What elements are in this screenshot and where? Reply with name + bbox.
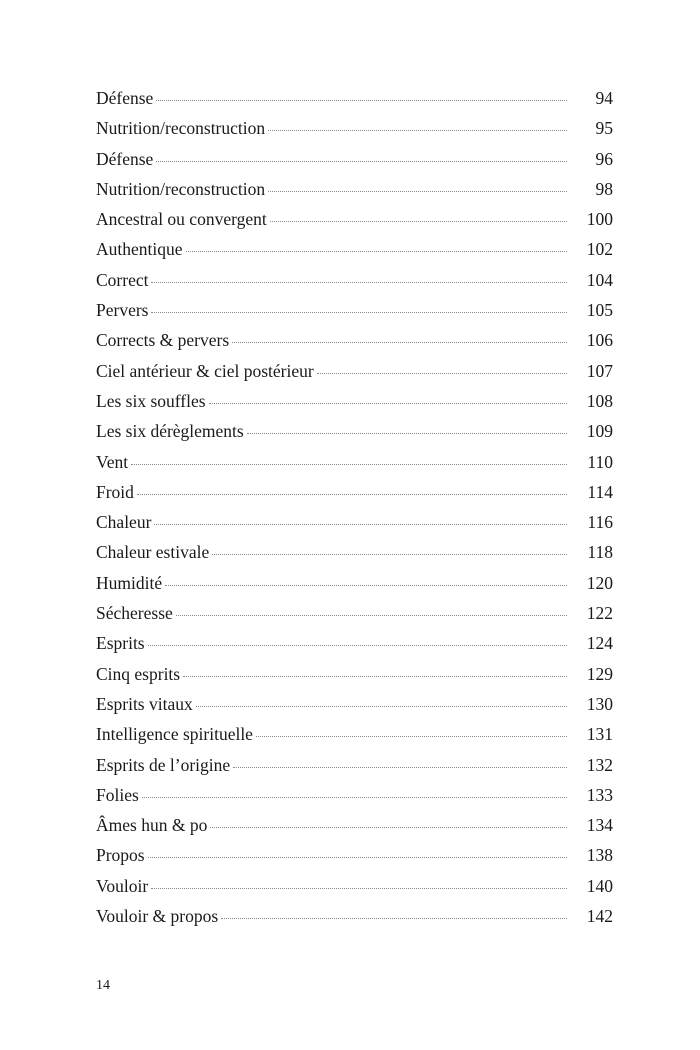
toc-entry (96, 356, 613, 386)
toc-entry-page: 118 (587, 542, 613, 563)
toc-entry (96, 750, 613, 780)
toc-entry (96, 174, 613, 204)
toc-entry-title: Âmes hun & po (96, 815, 208, 836)
toc-entry-page: 120 (586, 572, 613, 593)
toc-entry-title: Humidité (96, 572, 163, 593)
toc-entry-page: 129 (586, 663, 613, 684)
toc-entry-title: Esprits (96, 633, 145, 654)
toc-entry-title: Nutrition/reconstruction (96, 178, 266, 199)
toc-entry-title: Nutrition/reconstruction (96, 118, 266, 139)
dot-leader (186, 251, 567, 252)
toc-entry-page: 131 (586, 724, 613, 745)
toc-entry-page: 104 (586, 269, 613, 290)
toc-entry-title: Ancestral ou convergent (96, 209, 267, 230)
toc-entry-page: 133 (586, 784, 613, 805)
toc-entry-title: Authentique (96, 239, 183, 260)
toc-entry-page: 94 (595, 88, 613, 108)
dot-leader (154, 524, 567, 525)
dot-leader (151, 282, 567, 283)
dot-leader (212, 554, 567, 555)
dot-leader (142, 797, 567, 798)
dot-leader (156, 161, 567, 162)
toc-entry-title: Les six souffles (96, 390, 206, 411)
toc-entry-page: 114 (587, 481, 613, 502)
dot-leader (183, 676, 567, 677)
toc-entry-page: 98 (595, 178, 613, 199)
toc-entry-page: 96 (595, 148, 613, 169)
toc-entry-title: Vouloir & propos (96, 906, 219, 927)
toc-entry-title: Propos (96, 845, 145, 866)
toc-entry-title: Défense (96, 148, 154, 169)
toc-entry-page: 109 (586, 421, 613, 442)
toc-entry (96, 386, 613, 416)
dot-leader (232, 342, 567, 343)
toc-entry-page: 138 (586, 845, 613, 866)
toc-entry-page: 134 (586, 815, 613, 836)
toc-entry-page: 132 (586, 754, 613, 775)
toc-entry-title: Esprits vitaux (96, 693, 193, 714)
toc-entry-title: Pervers (96, 300, 149, 321)
toc-entry-title: Les six dérèglements (96, 421, 244, 442)
dot-leader (148, 645, 567, 646)
toc-entry-title: Intelligence spirituelle (96, 724, 253, 745)
toc-entry (96, 568, 613, 598)
dot-leader (151, 312, 567, 313)
toc-entry (96, 204, 613, 234)
toc-entry-page: 116 (587, 512, 613, 533)
dot-leader (247, 433, 567, 434)
toc-entry-page: 140 (586, 875, 613, 896)
toc-entry-page: 106 (586, 330, 613, 351)
toc-entry-title: Chaleur estivale (96, 542, 210, 563)
dot-leader (151, 888, 567, 889)
dot-leader (270, 221, 567, 222)
page-number: 14 (96, 978, 110, 993)
dot-leader (176, 615, 567, 616)
toc-entry (96, 810, 613, 840)
dot-leader (165, 585, 567, 586)
dot-leader (156, 100, 567, 101)
table-of-contents (96, 83, 613, 931)
toc-entry-page: 105 (586, 300, 613, 321)
toc-entry (96, 901, 613, 931)
toc-entry (96, 628, 613, 658)
toc-entry (96, 325, 613, 355)
toc-entry (96, 416, 613, 446)
dot-leader (256, 736, 567, 737)
toc-entry-title: Cinq esprits (96, 663, 181, 684)
toc-entry-page: 110 (587, 451, 613, 472)
toc-entry-title: Correct (96, 269, 149, 290)
toc-entry (96, 689, 613, 719)
toc-entry-title: Vent (96, 451, 129, 472)
toc-entry-page: 124 (586, 633, 613, 654)
toc-entry-title: Corrects & pervers (96, 330, 230, 351)
toc-entry (96, 537, 613, 567)
dot-leader (221, 918, 567, 919)
dot-leader (137, 494, 567, 495)
dot-leader (210, 827, 567, 828)
toc-entry-page: 130 (586, 693, 613, 714)
toc-entry-title: Sécheresse (96, 603, 173, 624)
toc-entry-page: 100 (586, 209, 613, 230)
toc-entry (96, 83, 613, 113)
toc-entry-title: Folies (96, 784, 139, 805)
toc-entry-title: Ciel antérieur & ciel postérieur (96, 360, 314, 381)
toc-entry-title: Défense (96, 88, 154, 108)
toc-entry-page: 95 (595, 118, 613, 139)
toc-entry (96, 507, 613, 537)
dot-leader (233, 767, 567, 768)
toc-entry-page: 122 (586, 603, 613, 624)
toc-entry (96, 719, 613, 749)
toc-entry (96, 780, 613, 810)
dot-leader (268, 130, 567, 131)
dot-leader (148, 857, 567, 858)
toc-entry-page: 142 (586, 906, 613, 927)
toc-entry (96, 265, 613, 295)
toc-entry-title: Esprits de l’origine (96, 754, 231, 775)
toc-entry (96, 840, 613, 870)
toc-entry-title: Chaleur (96, 512, 152, 533)
toc-entry (96, 659, 613, 689)
toc-entry-page: 107 (586, 360, 613, 381)
toc-entry (96, 447, 613, 477)
toc-entry (96, 598, 613, 628)
dot-leader (196, 706, 567, 707)
toc-entry (96, 477, 613, 507)
toc-entry (96, 144, 613, 174)
toc-entry (96, 871, 613, 901)
dot-leader (317, 373, 567, 374)
dot-leader (209, 403, 567, 404)
toc-entry (96, 234, 613, 264)
toc-entry-page: 108 (586, 390, 613, 411)
toc-entry-title: Froid (96, 481, 134, 502)
dot-leader (131, 464, 567, 465)
toc-entry (96, 113, 613, 143)
dot-leader (268, 191, 567, 192)
toc-entry-page: 102 (586, 239, 613, 260)
toc-entry (96, 295, 613, 325)
toc-entry-title: Vouloir (96, 875, 149, 896)
